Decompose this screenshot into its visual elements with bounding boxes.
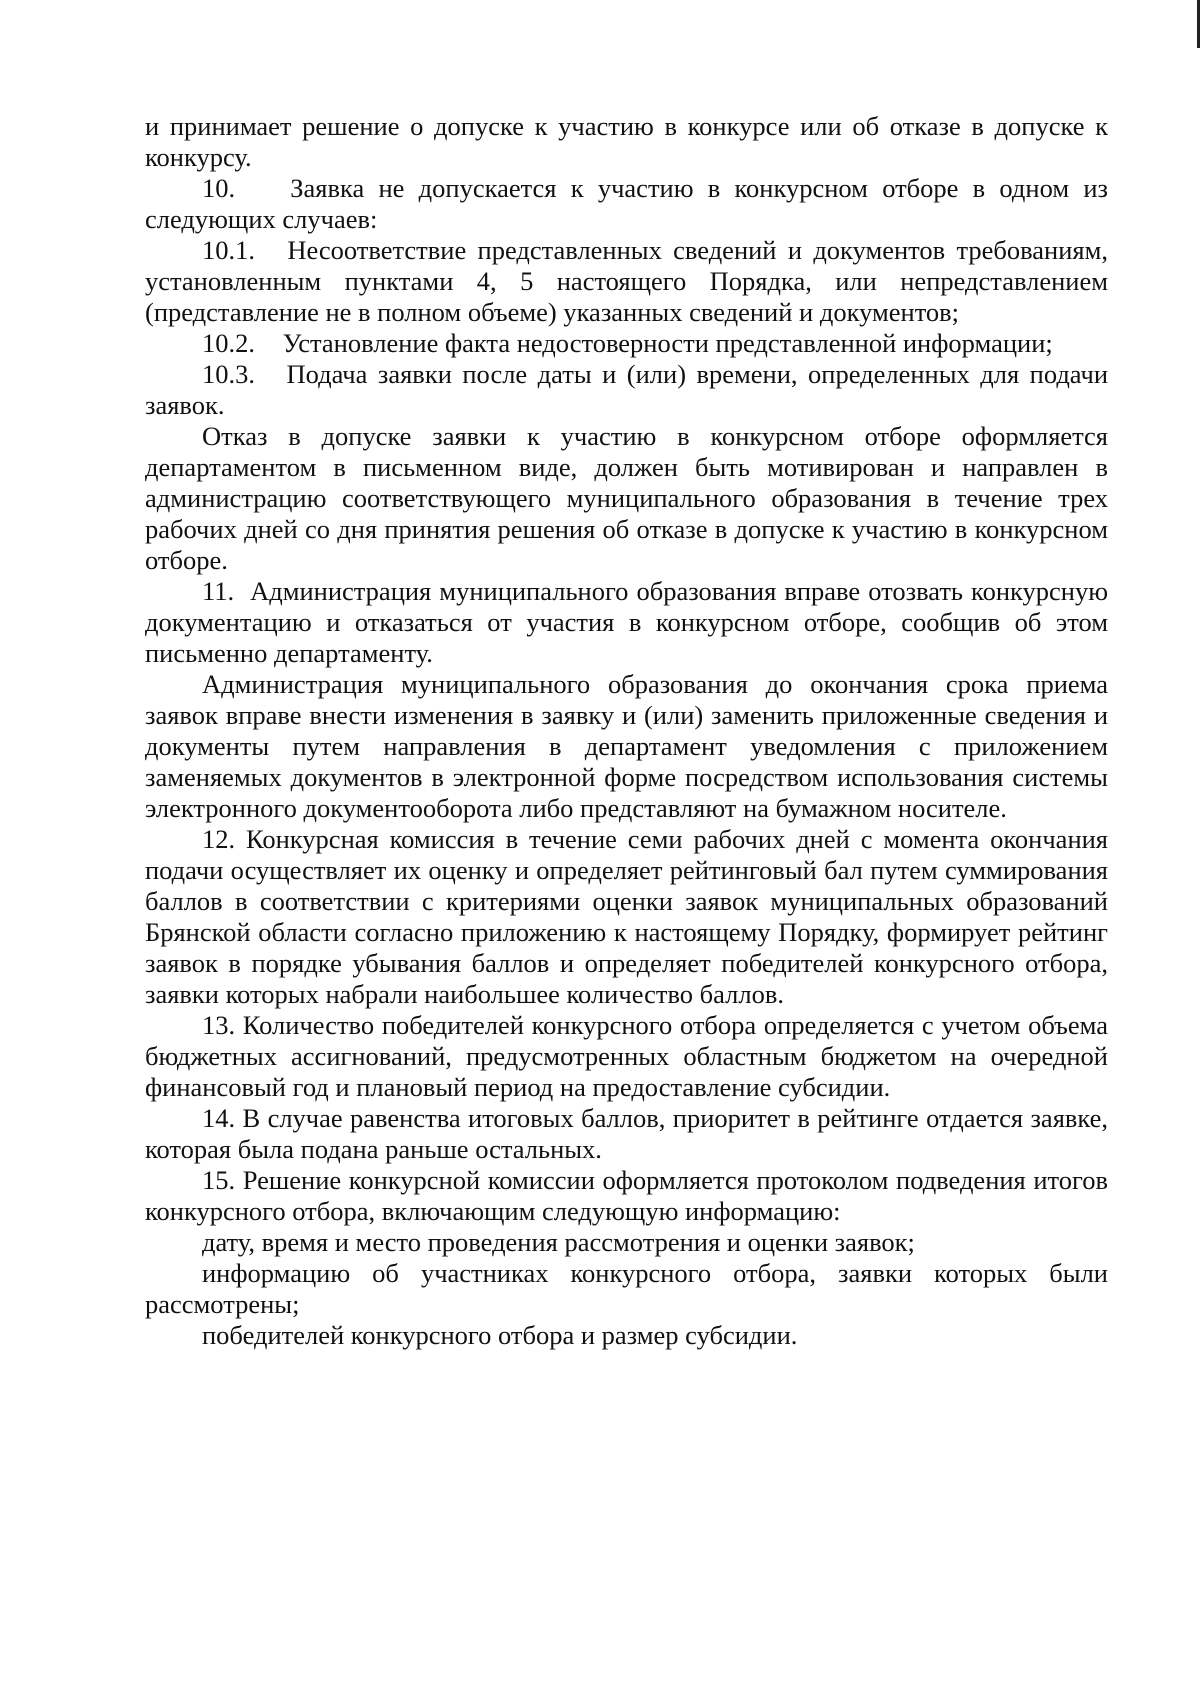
clause-number: 10.1. xyxy=(202,235,255,265)
clause-number: 10.3. xyxy=(202,359,255,389)
document-body xyxy=(145,111,1108,1351)
paragraph-text: 12. Конкурсная комиссия в течение семи рабочих дней с момента окончания подачи осуществляет их оценку и определяет рейтинговый бал путем суммирования баллов в соответствии с критериями оценки заявок муниципальных образований Брянской области согласно приложению к настоящему Порядку, формирует рейтинг заявок в порядке убывания баллов и определяет победителей конкурсного отбора, заявки которых набрали наибольшее количество баллов. xyxy=(145,824,1108,1009)
paragraph-12 xyxy=(145,824,1108,1010)
paragraph-11 xyxy=(145,576,1108,669)
paragraph-text: Отказ в допуске заявки к участию в конкурсном отборе оформляется департаментом в письменном виде, должен быть мотивирован и направлен в администрацию соответствующего муниципального образования в течение трех рабочих дней со дня принятия решения об отказе в допуске к участию в конкурсном отборе. xyxy=(145,421,1108,575)
paragraph-text: Установление факта недостоверности представленной информации; xyxy=(282,328,1053,358)
paragraph-10 xyxy=(145,173,1108,235)
paragraph-11-changes xyxy=(145,669,1108,824)
paragraph-10-2 xyxy=(145,328,1108,359)
clause-number: 11. xyxy=(202,576,235,606)
paragraph-15-item-winners xyxy=(145,1320,1108,1351)
paragraph-text: Несоответствие представленных сведений и документов требованиям, установленным пунктами 4, 5 настоящего Порядка, или непредставлением (представление не в полном объеме) указанных сведений и документов; xyxy=(145,235,1109,327)
paragraph-15 xyxy=(145,1165,1108,1227)
paragraph-text: информацию об участниках конкурсного отбора, заявки которых были рассмотрены; xyxy=(145,1258,1108,1319)
paragraph-13 xyxy=(145,1010,1108,1103)
paragraph-text: победителей конкурсного отбора и размер субсидии. xyxy=(202,1320,798,1350)
paragraph-text: Заявка не допускается к участию в конкурсном отборе в одном из следующих случаев: xyxy=(145,173,1108,234)
paragraph-text: 13. Количество победителей конкурсного отбора определяется с учетом объема бюджетных ассигнований, предусмотренных областным бюджетом на очередной финансовый год и плановый период на предоставление субсидии. xyxy=(145,1010,1108,1102)
paragraph-text: и принимает решение о допуске к участию в конкурсе или об отказе в допуске к конкурсу. xyxy=(145,111,1108,172)
paragraph-15-item-date xyxy=(145,1227,1108,1258)
paragraph-text: дату, время и место проведения рассмотрения и оценки заявок; xyxy=(202,1227,915,1257)
clause-number: 10.2. xyxy=(202,328,255,358)
paragraph-text: Администрация муниципального образования вправе отозвать конкурсную документацию и отказаться от участия в конкурсном отборе, сообщив об этом письменно департаменту. xyxy=(145,576,1109,668)
paragraph-14 xyxy=(145,1103,1108,1165)
paragraph-text: Подача заявки после даты и (или) времени, определенных для подачи заявок. xyxy=(145,359,1109,420)
paragraph-text: Администрация муниципального образования до окончания срока приема заявок вправе внести изменения в заявку и (или) заменить приложенные сведения и документы путем направления в департамент уведомления с приложением заменяемых документов в электронной форме посредством использования системы электронного документооборота либо представляют на бумажном носителе. xyxy=(145,669,1108,823)
paragraph-10-1 xyxy=(145,235,1108,328)
paragraph-continuation xyxy=(145,111,1108,173)
paragraph-15-item-participants xyxy=(145,1258,1108,1320)
clause-number: 10. xyxy=(202,173,236,203)
paragraph-refusal xyxy=(145,421,1108,576)
paragraph-text: 14. В случае равенства итоговых баллов, приоритет в рейтинге отдается заявке, которая была подана раньше остальных. xyxy=(145,1103,1108,1164)
paragraph-10-3 xyxy=(145,359,1108,421)
paragraph-text: 15. Решение конкурсной комиссии оформляется протоколом подведения итогов конкурсного отбора, включающим следующую информацию: xyxy=(145,1165,1108,1226)
